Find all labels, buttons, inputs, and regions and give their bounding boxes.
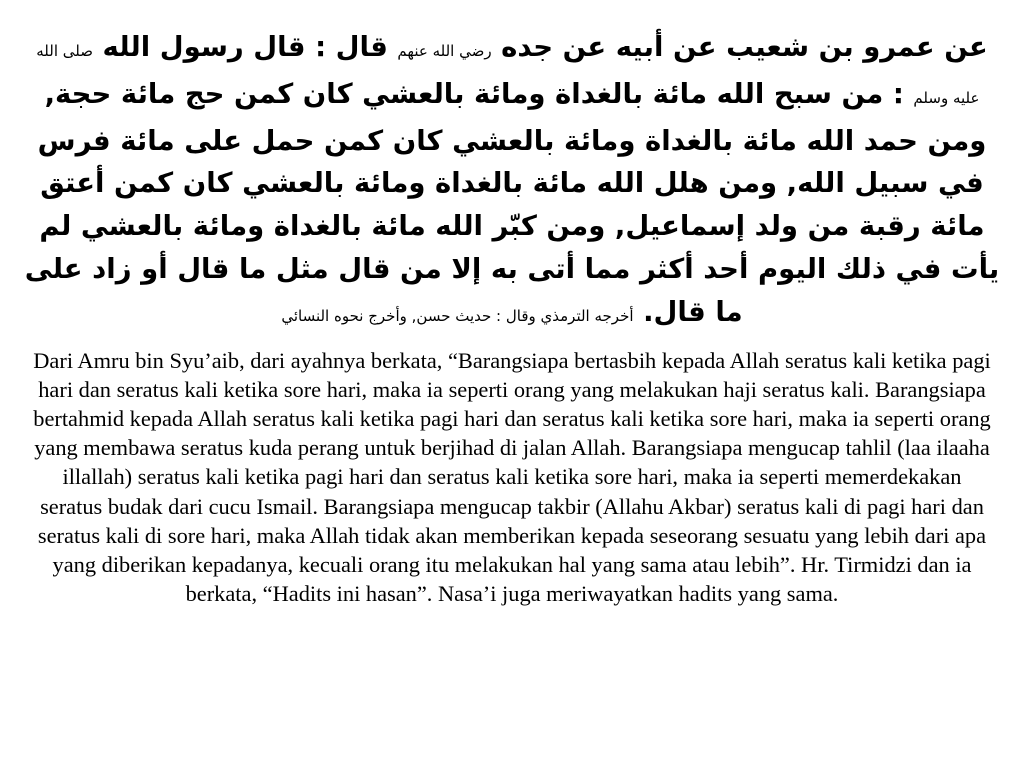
arabic-salawat-note: صلى الله عليه وسلم xyxy=(36,42,980,107)
arabic-hadith-text xyxy=(22,26,1002,338)
arabic-hadith-body: : من سبح الله مائة بالغداة ومائة بالعشي كان كمن حج مائة حجة, ومن حمد الله مائة بالغداة ومائة بالعشي كان كمن حمل على مائة فرس في سبيل الله, ومن هلل الله مائة بالغداة ومائة بالعشي كان كمن أعتق مائة رقبة من ولد إسماعيل, ومن كبّر الله مائة بالغداة ومائة بالعشي لم يأت في ذلك اليوم أحد أكثر مما أتى به إلا من قال مثل ما قال أو زاد على ما قال. xyxy=(24,77,1000,328)
arabic-opening: عن عمرو بن شعيب عن أبيه عن جده xyxy=(491,31,988,63)
arabic-takhrij-note: أخرجه الترمذي وقال : حديث حسن, وأخرج نحوه النسائي xyxy=(281,306,634,325)
arabic-qaala-rasul: قال : قال رسول الله xyxy=(92,31,398,63)
arabic-radhiya-note: رضي الله عنهم xyxy=(397,42,492,60)
indonesian-translation: Dari Amru bin Syu’aib, dari ayahnya berkata, “Barangsiapa bertasbih kepada Allah seratus kali ketika pagi hari dan seratus kali ketika sore hari, maka ia seperti orang yang melakukan haji seratus kali. Barangsiapa bertahmid kepada Allah seratus kali ketika pagi hari dan seratus kali ketika sore hari, maka ia seperti orang yang membawa seratus kuda perang untuk berjihad di jalan Allah. Barangsiapa mengucap tahlil (laa ilaaha illallah) seratus kali ketika pagi hari dan seratus kali ketika sore hari, maka ia seperti memerdekakan seratus budak dari cucu Ismail. Barangsiapa mengucap takbir (Allahu Akbar) seratus kali di pagi hari dan seratus kali di sore hari, maka Allah tidak akan memberikan kepada seseorang sesuatu yang lebih dari apa yang diberikan kepadanya, kecuali orang itu melakukan hal yang sama atau lebih”. Hr. Tirmidzi dan ia berkata, “Hadits ini hasan”. Nasa’i juga meriwayatkan hadits yang sama. xyxy=(33,347,991,607)
